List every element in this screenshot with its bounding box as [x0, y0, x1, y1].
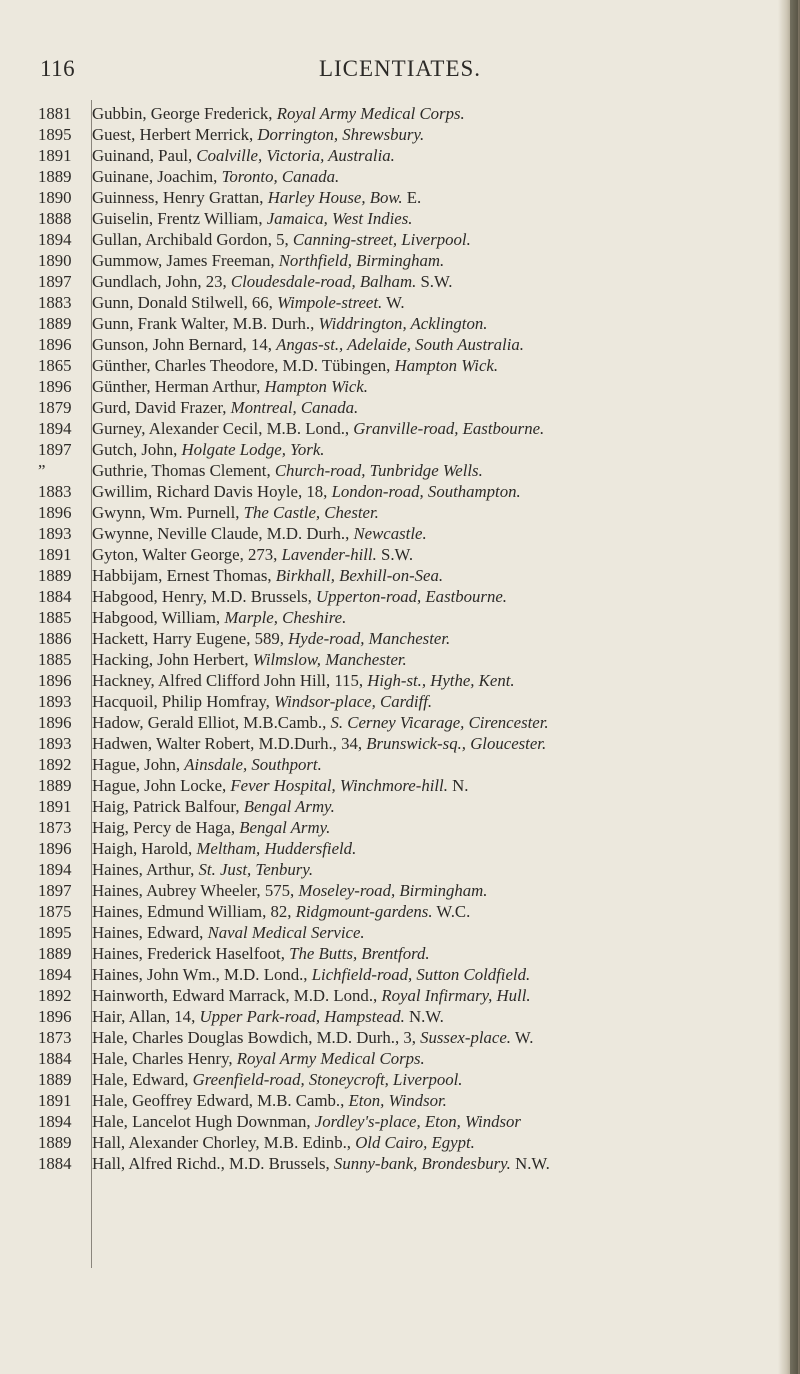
entry-text — [92, 439, 324, 460]
entry-name: Gwynn, Wm. Purnell, — [92, 503, 244, 522]
entry-year: 1873 — [38, 1028, 72, 1047]
entry-year: 1885 — [38, 650, 72, 669]
entry-text — [92, 586, 507, 607]
list-item — [38, 1132, 762, 1153]
entry-place: Wilmslow, Manchester. — [252, 650, 407, 669]
entry-place: Jamaica, West Indies. — [266, 209, 413, 228]
entry-text — [92, 376, 368, 397]
entry-name: Haig, Patrick Balfour, — [92, 797, 244, 816]
entry-place: Eton, Windsor. — [348, 1091, 447, 1110]
list-item — [38, 313, 762, 334]
entry-year: 1894 — [38, 860, 72, 879]
list-item — [38, 859, 762, 880]
entry-name: Hair, Allan, 14, — [92, 1007, 200, 1026]
entry-name: Guiselin, Frentz William, — [92, 209, 267, 228]
entry-suffix: N.W. — [404, 1007, 444, 1026]
list-item — [38, 754, 762, 775]
entry-name: Gunn, Frank Walter, M.B. Durh., — [92, 314, 319, 333]
entry-year: 1875 — [38, 902, 72, 921]
page-edge-band — [790, 0, 798, 1374]
entry-place: Harley House, Bow. — [267, 188, 403, 207]
entry-name: Haines, Aubrey Wheeler, 575, — [92, 881, 299, 900]
entry-year: 1891 — [38, 545, 72, 564]
list-item — [38, 376, 762, 397]
entry-name: Habbijam, Ernest Thomas, — [92, 566, 276, 585]
list-item — [38, 985, 762, 1006]
entry-text — [92, 796, 335, 817]
list-item — [38, 460, 762, 481]
entry-place: Ainsdale, Southport. — [184, 755, 322, 774]
entry-text — [92, 1111, 521, 1132]
entry-year: 1897 — [38, 272, 72, 291]
entry-name: Hall, Alexander Chorley, M.B. Edinb., — [92, 1133, 356, 1152]
entry-text — [92, 985, 531, 1006]
entry-name: Gullan, Archibald Gordon, 5, — [92, 230, 293, 249]
entry-name: Hale, Edward, — [92, 1070, 193, 1089]
entry-name: Haines, Edmund William, 82, — [92, 902, 296, 921]
entry-year: 1883 — [38, 293, 72, 312]
list-item — [38, 1111, 762, 1132]
list-item — [38, 817, 762, 838]
entry-text — [92, 271, 452, 292]
entry-place: Dorrington, Shrewsbury. — [257, 125, 425, 144]
entry-year: 1894 — [38, 419, 72, 438]
entry-text — [92, 523, 427, 544]
entry-name: Hale, Charles Douglas Bowdich, M.D. Durh., 3, — [92, 1028, 421, 1047]
entry-name: Hacking, John Herbert, — [92, 650, 253, 669]
entry-name: Günther, Herman Arthur, — [92, 377, 265, 396]
entry-year: 1889 — [38, 1133, 72, 1152]
list-item — [38, 607, 762, 628]
entry-name: Haines, Frederick Haselfoot, — [92, 944, 290, 963]
list-item — [38, 103, 762, 124]
entry-year: 1884 — [38, 587, 72, 606]
entry-year: 1889 — [38, 944, 72, 963]
entry-suffix: N.W. — [510, 1154, 550, 1173]
entry-text — [92, 250, 444, 271]
entry-name: Hague, John, — [92, 755, 185, 774]
entry-name: Haines, Arthur, — [92, 860, 199, 879]
entry-year: 1890 — [38, 251, 72, 270]
entry-text — [92, 1006, 444, 1027]
list-item — [38, 418, 762, 439]
entry-suffix: S.W. — [376, 545, 414, 564]
entry-name: Gummow, James Freeman, — [92, 251, 279, 270]
entry-year: 1896 — [38, 335, 72, 354]
entry-year: 1891 — [38, 146, 72, 165]
list-item — [38, 271, 762, 292]
entry-year: 1895 — [38, 923, 72, 942]
entry-text — [92, 607, 346, 628]
entry-place: Upper Park-road, Hampstead. — [199, 1007, 405, 1026]
list-item — [38, 565, 762, 586]
entry-year: 1895 — [38, 125, 72, 144]
entry-text — [92, 124, 424, 145]
list-item — [38, 1048, 762, 1069]
entry-year: 1883 — [38, 482, 72, 501]
entry-text — [92, 460, 483, 481]
entry-name: Hainworth, Edward Marrack, M.D. Lond., — [92, 986, 382, 1005]
list-item — [38, 1090, 762, 1111]
list-item — [38, 796, 762, 817]
entry-year: ” — [38, 461, 46, 480]
entry-text — [92, 943, 430, 964]
list-item — [38, 586, 762, 607]
list-item — [38, 229, 762, 250]
entry-name: Gunson, John Bernard, 14, — [92, 335, 277, 354]
entry-name: Hadow, Gerald Elliot, M.B.Camb., — [92, 713, 331, 732]
entry-text — [92, 1048, 425, 1069]
entry-name: Guinane, Joachim, — [92, 167, 222, 186]
entry-text — [92, 838, 356, 859]
entry-text — [92, 628, 450, 649]
entry-name: Gwynne, Neville Claude, M.D. Durh., — [92, 524, 354, 543]
entry-name: Hall, Alfred Richd., M.D. Brussels, — [92, 1154, 334, 1173]
page-number: 116 — [40, 56, 76, 81]
entry-place: Lavender-hill. — [281, 545, 377, 564]
entry-suffix: S.W. — [416, 272, 453, 291]
entry-year: 1896 — [38, 1007, 72, 1026]
entry-name: Haigh, Harold, — [92, 839, 197, 858]
list-item — [38, 292, 762, 313]
entry-text — [92, 166, 339, 187]
entry-year: 1894 — [38, 230, 72, 249]
entry-year: 1896 — [38, 377, 72, 396]
entry-year: 1885 — [38, 608, 72, 627]
entry-year: 1893 — [38, 692, 72, 711]
list-item — [38, 145, 762, 166]
entry-name: Gutch, John, — [92, 440, 182, 459]
entry-suffix: W.C. — [432, 902, 471, 921]
list-item — [38, 712, 762, 733]
entry-year: 1873 — [38, 818, 72, 837]
entry-year: 1889 — [38, 566, 72, 585]
entry-place: Hyde-road, Manchester. — [288, 629, 451, 648]
entry-name: Hale, Geoffrey Edward, M.B. Camb., — [92, 1091, 349, 1110]
entry-year: 1891 — [38, 797, 72, 816]
list-item — [38, 733, 762, 754]
entry-year: 1893 — [38, 524, 72, 543]
list-item — [38, 922, 762, 943]
entry-year: 1881 — [38, 104, 72, 123]
list-item — [38, 397, 762, 418]
entry-year: 1892 — [38, 755, 72, 774]
entry-year: 1897 — [38, 881, 72, 900]
entry-year: 1879 — [38, 398, 72, 417]
entry-name: Gyton, Walter George, 273, — [92, 545, 282, 564]
entry-place: Windsor-place, Cardiff. — [274, 692, 433, 711]
entry-year: 1884 — [38, 1154, 72, 1173]
entry-name: Hacquoil, Philip Homfray, — [92, 692, 275, 711]
entry-place: Bengal Army. — [239, 818, 331, 837]
entry-place: Bengal Army. — [243, 797, 335, 816]
list-item — [38, 901, 762, 922]
entry-place: Greenfield-road, Stoneycroft, Liverpool. — [192, 1070, 463, 1089]
entry-year: 1894 — [38, 965, 72, 984]
entry-place: Church-road, Tunbridge Wells. — [274, 461, 483, 480]
entry-name: Guthrie, Thomas Clement, — [92, 461, 275, 480]
list-item — [38, 523, 762, 544]
entry-year: 1896 — [38, 671, 72, 690]
entry-text — [92, 502, 379, 523]
entry-text — [92, 733, 546, 754]
entry-name: Gubbin, George Frederick, — [92, 104, 277, 123]
entry-suffix: W. — [382, 293, 405, 312]
entry-place: S. Cerney Vicarage, Cirencester. — [330, 713, 549, 732]
list-item — [38, 649, 762, 670]
entry-text — [92, 1153, 550, 1174]
entry-text — [92, 418, 544, 439]
entry-suffix: E. — [402, 188, 422, 207]
entry-place: Hampton Wick. — [394, 356, 499, 375]
entry-text — [92, 229, 471, 250]
entry-text — [92, 817, 330, 838]
entry-place: Newcastle. — [353, 524, 427, 543]
entry-place: Widdrington, Acklington. — [318, 314, 488, 333]
entry-year: 1889 — [38, 167, 72, 186]
entry-place: Sunny-bank, Brondesbury. — [333, 1154, 511, 1173]
entry-name: Guest, Herbert Merrick, — [92, 125, 258, 144]
entry-name: Guinness, Henry Grattan, — [92, 188, 268, 207]
entry-name: Hale, Charles Henry, — [92, 1049, 237, 1068]
entry-place: Montreal, Canada. — [230, 398, 359, 417]
entry-text — [92, 208, 412, 229]
entry-name: Hague, John Locke, — [92, 776, 231, 795]
entry-name: Hale, Lancelot Hugh Downman, — [92, 1112, 315, 1131]
list-item — [38, 1006, 762, 1027]
entry-place: Holgate Lodge, York. — [181, 440, 325, 459]
entry-text — [92, 754, 322, 775]
entry-place: Angas-st., Adelaide, South Australia. — [276, 335, 524, 354]
entry-place: Fever Hospital, Winchmore-hill. — [230, 776, 448, 795]
list-item — [38, 628, 762, 649]
entry-text — [92, 355, 498, 376]
entry-name: Gurd, David Frazer, — [92, 398, 231, 417]
entry-year: 1888 — [38, 209, 72, 228]
entry-year: 1886 — [38, 629, 72, 648]
entry-text — [92, 859, 313, 880]
entry-place: Upperton-road, Eastbourne. — [316, 587, 507, 606]
list-item — [38, 943, 762, 964]
list-item — [38, 166, 762, 187]
list-item — [38, 1027, 762, 1048]
entry-text — [92, 880, 487, 901]
list-item — [38, 250, 762, 271]
entry-place: Toronto, Canada. — [221, 167, 340, 186]
entry-text — [92, 481, 521, 502]
entry-name: Gwillim, Richard Davis Hoyle, 18, — [92, 482, 332, 501]
entry-year: 1894 — [38, 1112, 72, 1131]
entry-place: Brunswick-sq., Gloucester. — [366, 734, 547, 753]
entry-text — [92, 670, 515, 691]
list-item — [38, 964, 762, 985]
entry-year: 1889 — [38, 776, 72, 795]
list-item — [38, 1069, 762, 1090]
entry-name: Hackney, Alfred Clifford John Hill, 115, — [92, 671, 368, 690]
entry-text — [92, 649, 407, 670]
list-item — [38, 880, 762, 901]
entry-text — [92, 292, 405, 313]
entry-text — [92, 103, 465, 124]
entry-text — [92, 775, 468, 796]
entry-suffix: N. — [447, 776, 469, 795]
list-item — [38, 775, 762, 796]
entry-year: 1865 — [38, 356, 72, 375]
list-item — [38, 502, 762, 523]
entry-text — [92, 1027, 533, 1048]
entry-name: Gurney, Alexander Cecil, M.B. Lond., — [92, 419, 354, 438]
entry-year: 1897 — [38, 440, 72, 459]
entry-place: Naval Medical Service. — [207, 923, 365, 942]
entries-list — [38, 103, 762, 1174]
list-item — [38, 838, 762, 859]
entry-text — [92, 1132, 475, 1153]
entry-place: Ridgmount-gardens. — [295, 902, 433, 921]
entry-place: Canning-street, Liverpool. — [292, 230, 471, 249]
entry-text — [92, 544, 413, 565]
entry-year: 1889 — [38, 1070, 72, 1089]
entry-name: Günther, Charles Theodore, M.D. Tübingen, — [92, 356, 395, 375]
entry-year: 1892 — [38, 986, 72, 1005]
entry-year: 1896 — [38, 503, 72, 522]
entry-text — [92, 1069, 463, 1090]
entry-place: Coalville, Victoria, Australia. — [196, 146, 395, 165]
list-item — [38, 544, 762, 565]
entry-year: 1893 — [38, 734, 72, 753]
entry-name: Habgood, William, — [92, 608, 225, 627]
entry-text — [92, 691, 432, 712]
entry-place: Royal Army Medical Corps. — [236, 1049, 425, 1068]
list-item — [38, 334, 762, 355]
list-item — [38, 670, 762, 691]
entry-place: St. Just, Tenbury. — [198, 860, 314, 879]
entry-text — [92, 712, 549, 733]
list-item — [38, 691, 762, 712]
entry-text — [92, 187, 421, 208]
entry-text — [92, 565, 443, 586]
entry-place: Granville-road, Eastbourne. — [353, 419, 545, 438]
entry-place: Royal Infirmary, Hull. — [381, 986, 531, 1005]
entry-name: Haig, Percy de Haga, — [92, 818, 240, 837]
list-item — [38, 439, 762, 460]
entry-text — [92, 1090, 447, 1111]
entry-suffix: W. — [511, 1028, 534, 1047]
entry-place: Lichfield-road, Sutton Coldfield. — [311, 965, 531, 984]
entry-text — [92, 901, 470, 922]
running-head: LICENTIATES. — [318, 56, 482, 81]
entry-name: Hackett, Harry Eugene, 589, — [92, 629, 289, 648]
entry-text — [92, 313, 487, 334]
entry-year: 1896 — [38, 713, 72, 732]
entry-name: Gundlach, John, 23, — [92, 272, 231, 291]
entry-place: Birkhall, Bexhill-on-Sea. — [275, 566, 444, 585]
entry-place: Royal Army Medical Corps. — [276, 104, 465, 123]
entry-place: Northfield, Birmingham. — [278, 251, 445, 270]
entry-place: Cloudesdale-road, Balham. — [230, 272, 417, 291]
entry-year: 1884 — [38, 1049, 72, 1068]
entry-place: London-road, Southampton. — [331, 482, 521, 501]
entry-place: Sussex-place. — [420, 1028, 511, 1047]
entry-name: Hadwen, Walter Robert, M.D.Durh., 34, — [92, 734, 367, 753]
list-item — [38, 355, 762, 376]
entry-text — [92, 922, 365, 943]
list-item — [38, 1153, 762, 1174]
entry-place: High-st., Hythe, Kent. — [367, 671, 515, 690]
entry-year: 1890 — [38, 188, 72, 207]
list-item — [38, 124, 762, 145]
entry-year: 1889 — [38, 314, 72, 333]
entry-name: Habgood, Henry, M.D. Brussels, — [92, 587, 317, 606]
entry-place: Marple, Cheshire. — [224, 608, 347, 627]
entry-year: 1896 — [38, 839, 72, 858]
entry-year: 1891 — [38, 1091, 72, 1110]
list-item — [38, 208, 762, 229]
entry-place: The Castle, Chester. — [243, 503, 379, 522]
entry-text — [92, 334, 524, 355]
entry-name: Gunn, Donald Stilwell, 66, — [92, 293, 278, 312]
entry-place: Old Cairo, Egypt. — [355, 1133, 475, 1152]
entry-text — [92, 964, 530, 985]
entry-place: Hampton Wick. — [264, 377, 368, 396]
entry-place: Jordley's-place, Eton, Windsor — [314, 1112, 521, 1131]
entry-name: Guinand, Paul, — [92, 146, 197, 165]
list-item — [38, 187, 762, 208]
entry-place: Moseley-road, Birmingham. — [298, 881, 488, 900]
entry-place: The Butts, Brentford. — [289, 944, 430, 963]
entry-text — [92, 145, 395, 166]
list-item — [38, 481, 762, 502]
entry-place: Wimpole-street. — [277, 293, 383, 312]
entry-name: Haines, John Wm., M.D. Lond., — [92, 965, 312, 984]
entry-name: Haines, Edward, — [92, 923, 208, 942]
entry-place: Meltham, Huddersfield. — [196, 839, 357, 858]
entry-text — [92, 397, 358, 418]
